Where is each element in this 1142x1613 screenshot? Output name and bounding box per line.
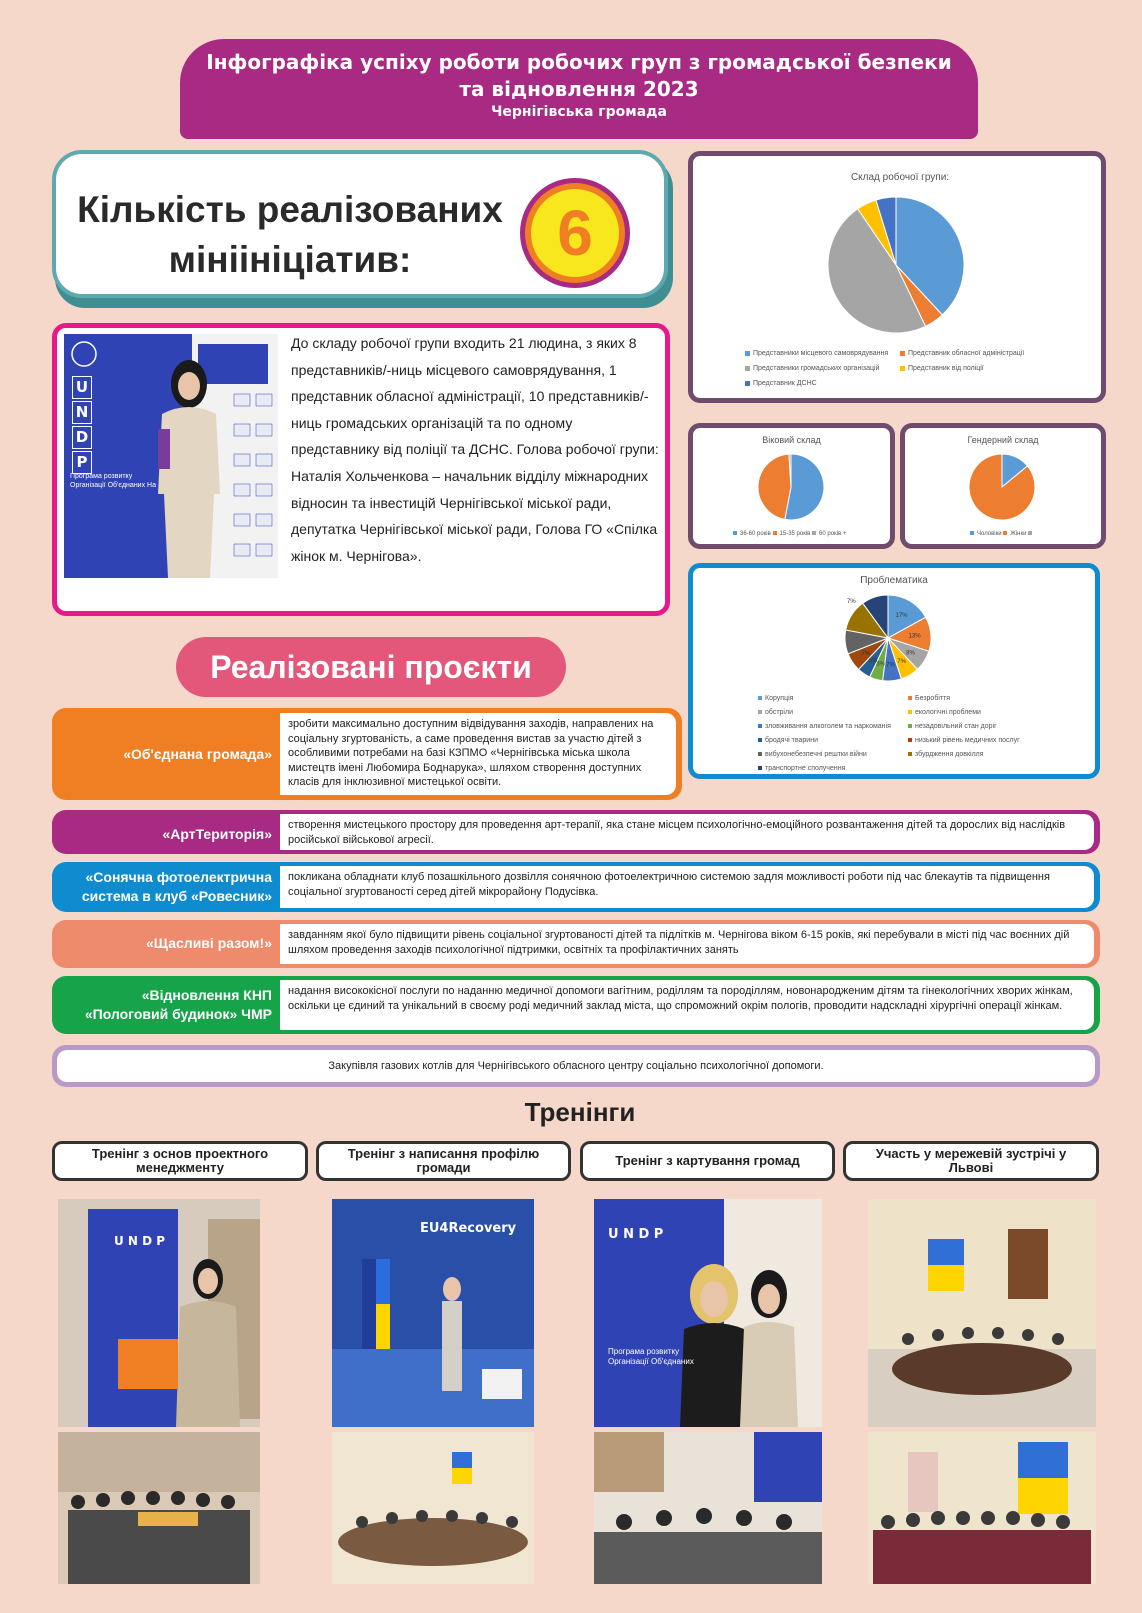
legend-item: транспортне сполучення [758, 762, 908, 776]
legend-item: зловживання алкоголем та наркоманія [758, 720, 908, 734]
training-label-community-profile: Тренінг з написання профілю громади [316, 1141, 571, 1181]
problems-pie [843, 593, 933, 683]
legend-item: Представник від поліції [900, 365, 984, 372]
project-description: покликана обладнати клуб позашкільного дозвілля сонячною фотоелектричною системою задля можливості роботи під час блекаутів та підвищення соціальної згуртованості серед дітей мікрорайону Подусівка. [280, 866, 1094, 908]
group-description: До складу робочої групи входить 21 людина, з яких 8 представників/-ниць місцевого самоврядування, 1 представник обласної адміністрації, 10 представників/-ниць громадських організацій та по одному представнику від поліції та ДСНС. Голова робочої групи: Наталія Хольченкова – начальник відділу міжнародних відносин та інвестицій Чернігівської міської ради, депутатка Чернігівської міської ради, Голова ГО «Спілка жінок м. Чернігова». [291, 335, 659, 564]
pie-data-label: 7% [897, 658, 906, 665]
legend-item: Представники місцевого самоврядування [745, 346, 900, 361]
trainings-title: Тренінги [524, 1097, 636, 1127]
gender-pie [967, 452, 1037, 522]
legend-item: Чоловіки [970, 531, 1002, 537]
pie-data-label: 7% [847, 599, 856, 605]
training-photo [332, 1199, 534, 1427]
project-name: «Відновлення КНП «Пологовий будинок» ЧМР [84, 987, 272, 1022]
project-name: «Щасливі разом!» [146, 935, 272, 951]
count-label-line2: мініініціатив: [168, 239, 412, 280]
undp-logo-text: U N D P [608, 1227, 664, 1242]
pie-data-label: 5% [876, 661, 885, 668]
undp-program-caption: Програма розвитку Організації Об'єднаних [608, 1347, 694, 1366]
problems-chart-title: Проблематика [860, 575, 928, 586]
count-label-line1: Кількість реалізованих [77, 189, 503, 230]
legend-item: Представник обласної адміністрації [900, 350, 1024, 357]
legend-item: обстріли [758, 706, 908, 720]
chair-portrait-photo [64, 334, 278, 578]
legend-item: збурдження довкілля [908, 748, 1058, 762]
project-description: зробити максимально доступним відвідування заходів, направлених на соціальну згуртованість, а саме проведення вистав за участю дітей з особливими потребами на базі КЗПМО «Чернігівська міська школа мистецтв імені Любомира Боднарука», шляхом створення доступних класів для інклюзивної мистецької освіти. [280, 713, 676, 795]
group-photo [594, 1432, 822, 1584]
project-name: «Сонячна фотоелектрична система в клуб «Ровесник» [81, 869, 272, 904]
problems-legend [758, 692, 1088, 776]
undp-logo-text: U N D P [114, 1234, 166, 1248]
age-pie [756, 452, 826, 522]
gender-legend [970, 531, 1090, 537]
group-photo [868, 1432, 1096, 1584]
legend-item: 60 років + [812, 531, 846, 537]
legend-item: Безробіття [908, 692, 1058, 706]
pie-data-label: 7% [861, 650, 871, 657]
project-description: завданням якої було підвищити рівень соціальної згуртованості дітей та підлітків м. Чернігова віком 6-15 років, які перебували в місті під час воєнних дій шляхом проведення заходів психологічної підтримки, освітніх та профілактичних занять [280, 924, 1094, 964]
pie-data-label: 5% [868, 658, 878, 665]
projects-title: Реалізовані проєкти [176, 637, 566, 697]
count-label [70, 185, 510, 285]
pie-data-label: 17% [895, 613, 908, 620]
header-subtitle: Чернігівська громада [491, 104, 667, 120]
legend-item: низький рівень медичних послуг [908, 734, 1058, 748]
count-value: 6 [531, 189, 619, 277]
training-label-lviv-meeting: Участь у мережевій зустрічі у Львові [843, 1141, 1099, 1181]
project-name: «Об'єднана громада» [123, 746, 272, 762]
legend-item: вибухонебезпечні рештки війни [758, 748, 908, 762]
project-description: Закупівля газових котлів для Чернігівського обласного центру соціально психологічної допомоги. [57, 1050, 1095, 1082]
legend-item: Корупція [758, 692, 908, 706]
project-description: надання висококісної послуги по наданню медичної допомоги вагітним, роділлям та породіллям, новонародженим дітям та гінекологічних хворих жінкам, оскільки це єдиний та унікальний в своєму роді медичний заклад міста, що спроможний окрім пологів, проводити надскладні хірургічні операції жінкам. [280, 980, 1094, 1030]
pie-data-label: 13% [908, 633, 921, 640]
header-banner [180, 39, 978, 139]
composition-pie [826, 195, 966, 335]
legend-item [1028, 531, 1035, 537]
project-description: створення мистецького простору для проведення арт-терапії, яка стане місцем психологічно-емоційного розвантаження дітей та дорослих від наслідків російської військової агресії. [280, 814, 1094, 850]
legend-item: Представники громадських організацій [745, 361, 900, 376]
legend-item: екологічні проблеми [908, 706, 1058, 720]
header-title-line2: та відновлення 2023 [459, 77, 699, 101]
legend-item: незадовільний стан доріг [908, 720, 1058, 734]
pie-data-label: 8% [906, 650, 915, 657]
legend-item: бродячі тварини [758, 734, 908, 748]
group-photo [58, 1432, 260, 1584]
legend-item: 15-35 років [773, 531, 811, 537]
age-chart-title: Віковий склад [762, 435, 821, 445]
undp-program-caption: Програма розвитку Організації Об'єднаних На [70, 473, 156, 489]
pie-slice [758, 454, 791, 519]
pie-data-label: 7% [886, 662, 895, 669]
legend-item: Жінки [1003, 531, 1026, 537]
project-name: «АртТериторія» [162, 826, 272, 842]
composition-chart-title: Склад робочої групи: [850, 172, 950, 183]
header-title-line1: Інфографіка успіху роботи робочих груп з громадської безпеки [206, 50, 952, 74]
composition-legend [745, 346, 1085, 391]
count-badge [520, 178, 630, 288]
training-photo [868, 1199, 1096, 1427]
training-photo [594, 1199, 822, 1427]
training-label-community-mapping: Тренінг з картування громад [580, 1141, 835, 1181]
legend-item: 36-60 років [733, 531, 771, 537]
eu4recovery-logo-text: EU4Recovery [420, 1221, 517, 1236]
training-photo [58, 1199, 260, 1427]
group-photo [332, 1432, 534, 1584]
age-legend [733, 531, 883, 537]
undp-logo-text: U N D P [72, 376, 92, 474]
training-label-project-management: Тренінг з основ проектного менеджменту [52, 1141, 308, 1181]
gender-chart-title: Гендерний склад [967, 435, 1039, 445]
legend-item: Представник ДСНС [745, 380, 817, 387]
